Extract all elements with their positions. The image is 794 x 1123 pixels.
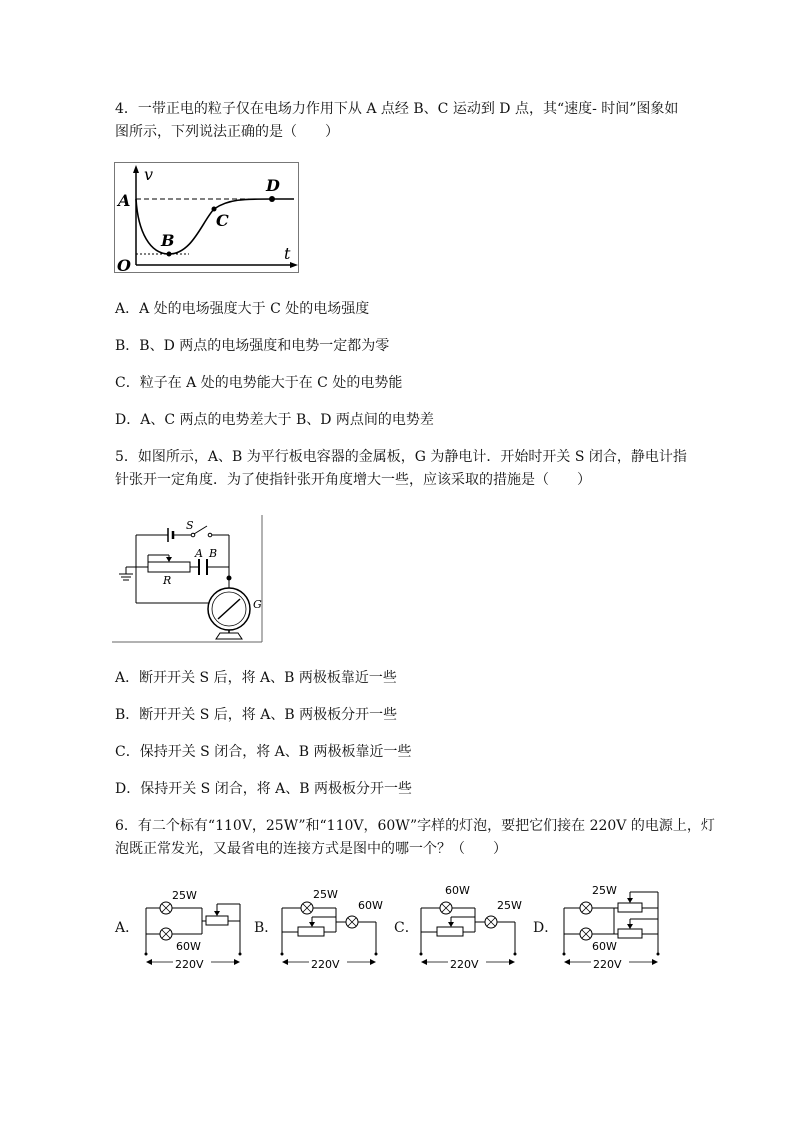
q6-circuit-b[interactable] (276, 882, 388, 970)
q6-stem-line2: 泡既正常发光，又最省电的连接方式是图中的哪一个？（ ） (115, 841, 507, 857)
q4-option-c[interactable]: C．粒子在 A 处的电势能大于在 C 处的电势能 (115, 375, 403, 391)
q6-circuit-d[interactable] (554, 882, 666, 970)
bulb-icon (485, 916, 497, 928)
rheostat (206, 916, 228, 925)
q5-option-c[interactable]: C．保持开关 S 闭合，将 A、B 两极板靠近一些 (115, 744, 412, 760)
bulb-icon (580, 902, 592, 914)
rheostat (618, 929, 642, 938)
label-d: D (266, 176, 280, 195)
q6-circuit-a[interactable] (136, 882, 248, 970)
label-b: B (161, 231, 175, 250)
switch-s (194, 526, 207, 534)
q6-option-c-label[interactable]: C． (394, 920, 419, 936)
bulb-top-label: 60W (445, 884, 470, 897)
voltage-label: 220V (175, 958, 204, 970)
label-r: R (163, 574, 172, 587)
q6-option-b-label[interactable]: B． (254, 920, 279, 936)
bulb-right-label: 60W (358, 899, 383, 912)
label-a: A (118, 191, 131, 210)
q5-option-a[interactable]: A．断开开关 S 后，将 A、B 两极板靠近一些 (115, 670, 397, 686)
label-plate-b: B (209, 547, 218, 560)
q5-option-b[interactable]: B．断开开关 S 后，将 A、B 两极板分开一些 (115, 707, 398, 723)
point-d (269, 196, 275, 202)
q4-stem-line2: 图所示，下列说法正确的是（ ） (115, 124, 339, 140)
q5-stem-line2: 针张开一定角度．为了使指针张开角度增大一些，应该采取的措施是（ ） (115, 472, 591, 488)
voltage-label: 220V (311, 958, 340, 970)
bulb-top-label: 25W (592, 884, 617, 897)
rheostat (618, 903, 642, 912)
label-g: G (253, 598, 262, 611)
q4-velocity-time-graph (114, 162, 300, 274)
bulb-bottom-label: 60W (176, 940, 201, 953)
q6-option-d-label[interactable]: D． (533, 920, 559, 936)
label-o: O (117, 256, 131, 274)
bulb-icon (580, 928, 592, 940)
point-b (167, 252, 172, 257)
q4-option-a[interactable]: A．A 处的电场强度大于 C 处的电场强度 (115, 301, 370, 317)
q4-option-d[interactable]: D．A、C 两点的电势差大于 B、D 两点间的电势差 (115, 412, 434, 428)
q4-option-b[interactable]: B．B、D 两点的电场强度和电势一定都为零 (115, 338, 390, 354)
rheostat (298, 927, 324, 936)
q6-circuit-c[interactable] (415, 882, 527, 970)
voltage-label: 220V (450, 958, 479, 970)
label-c: C (216, 211, 229, 230)
bulb-icon (440, 902, 452, 914)
q5-option-d[interactable]: D．保持开关 S 闭合，将 A、B 两极板分开一些 (115, 781, 413, 797)
label-plate-a: A (195, 547, 203, 560)
rheostat (437, 927, 463, 936)
bulb-icon (160, 928, 172, 940)
bulb-right-label: 25W (497, 899, 522, 912)
bulb-icon (346, 916, 358, 928)
q6-stem-line1: 6．有二个标有“110V，25W”和“110V，60W”字样的灯泡，要把它们接在 220V 的电源上，灯 (115, 818, 715, 834)
voltage-label: 220V (593, 958, 622, 970)
q5-capacitor-circuit (112, 515, 264, 643)
q4-stem-line1: 4．一带正电的粒子仅在电场力作用下从 A 点经 B、C 运动到 D 点，其“速度- 时间”图象如 (115, 101, 679, 117)
bulb-icon (301, 902, 313, 914)
bulb-top-label: 25W (172, 889, 197, 902)
bulb-top-label: 25W (313, 888, 338, 901)
bulb-icon (160, 902, 172, 914)
label-t: t (284, 244, 291, 263)
q6-option-a-label[interactable]: A． (115, 920, 140, 936)
bulb-bottom-label: 60W (592, 940, 617, 953)
label-s: S (186, 519, 194, 532)
label-v: v (144, 165, 154, 184)
q5-stem-line1: 5．如图所示，A、B 为平行板电容器的金属板，G 为静电计．开始时开关 S 闭合，静电计指 (115, 449, 687, 465)
rheostat-r (148, 562, 190, 572)
